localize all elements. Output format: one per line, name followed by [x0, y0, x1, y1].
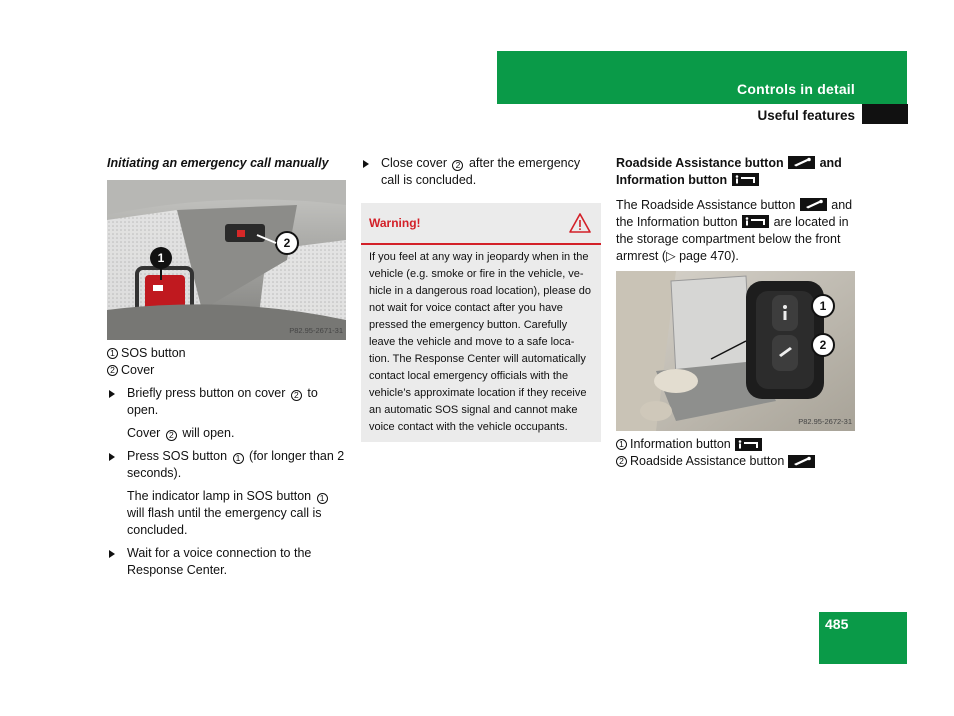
information-icon [732, 173, 759, 186]
roadside-assistance-icon [788, 455, 815, 468]
information-icon [735, 438, 762, 451]
armrest-storage-image [616, 271, 855, 431]
section-subtitle: Useful features [757, 108, 855, 123]
legend-item [107, 345, 347, 362]
header-tab-marker [862, 104, 908, 124]
callout-number: 1 [233, 453, 244, 464]
svg-text:1: 1 [819, 299, 827, 313]
column-emergency-call [107, 155, 347, 579]
step-close-cover: Close cover 2 after the emergency call is concluded. [361, 155, 602, 189]
emergency-call-heading: Initiating an emergency call manually [107, 156, 329, 170]
warning-text: If you feel at any way in jeopardy when in the vehicle (e.g. smoke or fire in the vehicle, ve-hicle in a dangerous road location), please do not wait for voice contact after you have pressed the emergency button. Carefully leave the vehicle and move to a safe loca-tion. The Response Center will automatically contact local emergency officials with the vehicle’s approximate location if they receive an automatic SOS signal and cannot make voice contact with the vehicle occupants. [369, 251, 591, 433]
callout-number: 2 [107, 365, 118, 376]
warning-header [361, 203, 601, 245]
step-press-sos: Press SOS button 1 (for longer than 2 seconds). [107, 448, 347, 482]
step-wait-voice: Wait for a voice connection to the Response Center. [107, 545, 347, 579]
legend [107, 345, 347, 379]
legend-item [616, 453, 856, 470]
callout-number: 1 [317, 493, 328, 504]
callout-number: 1 [107, 348, 118, 359]
legend-label: SOS button [121, 346, 186, 360]
callout-number: 2 [166, 430, 177, 441]
legend-item [107, 362, 347, 379]
warning-title: Warning! [369, 215, 421, 230]
legend-label: Roadside Assistance button [630, 454, 785, 468]
callout-number: 2 [616, 456, 627, 467]
section-title: Controls in detail [737, 81, 855, 97]
column-roadside-info [616, 155, 856, 470]
callout-number: 2 [291, 390, 302, 401]
information-icon [742, 215, 769, 228]
callout-number: 1 [616, 439, 627, 450]
legend-item [616, 436, 856, 453]
photo-code: P82.95-2672-31 [798, 417, 852, 426]
callout-number: 2 [452, 160, 463, 171]
legend [616, 436, 856, 470]
page-number: 485 [825, 616, 849, 632]
legend-label: Cover [121, 363, 155, 377]
svg-text:1: 1 [157, 251, 165, 265]
note-indicator-lamp: The indicator lamp in SOS button 1 will flash until the emergency call is concluded. [107, 488, 347, 539]
legend-label: Information button [630, 437, 731, 451]
column-close-cover [361, 155, 602, 442]
page-ref-arrow: ▷ [666, 249, 676, 263]
sos-overhead-console-image [107, 180, 346, 340]
photo-code: P82.95-2671-31 [289, 326, 343, 335]
roadside-description: The Roadside Assistance button and the Information button are located in the storage compartment below the front armrest (▷ page 470). [616, 198, 853, 263]
roadside-assistance-icon [800, 198, 827, 211]
note-cover-opens: Cover 2 will open. [127, 426, 235, 440]
step-open-cover: Briefly press button on cover 2 to open. [107, 385, 347, 419]
page-reference-link[interactable]: page 470). [675, 249, 739, 263]
roadside-assistance-icon [788, 156, 815, 169]
roadside-heading: Roadside Assistance button and Information button [616, 156, 842, 187]
warning-triangle-icon [569, 213, 591, 233]
warning-box [361, 203, 601, 442]
svg-text:2: 2 [283, 236, 291, 250]
armrest-photo [616, 271, 855, 431]
svg-text:2: 2 [819, 338, 827, 352]
sos-button-photo [107, 180, 346, 340]
